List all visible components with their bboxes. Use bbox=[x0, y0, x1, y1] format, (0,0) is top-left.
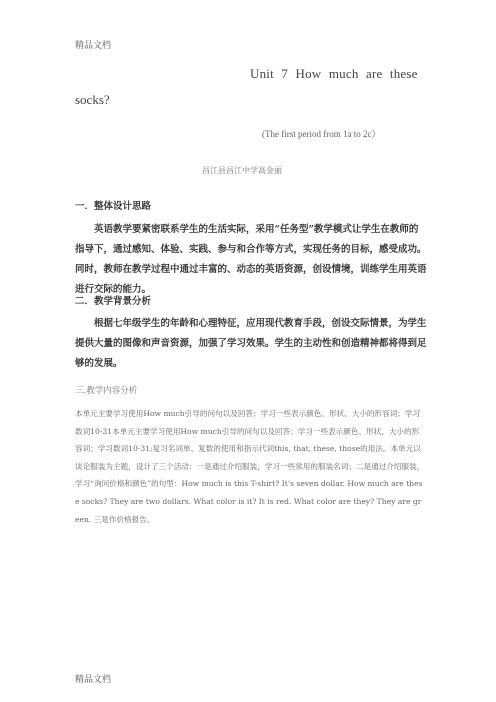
section-heading-design: 一．整体设计思路 bbox=[75, 201, 152, 212]
section-heading-background: 二．教学背景分析 bbox=[75, 296, 152, 307]
period-subtitle: (The first period from 1a to 2c） bbox=[262, 129, 381, 139]
section-body-background: 根据七年级学生的年龄和心理特征，应用现代教育手段，创设交际情景，为学生提供大量的图像和声音资源，加强了学习效果。学生的主动性和创造精神都将得到足够的发展。 bbox=[75, 318, 427, 369]
document-title-line-1: Unit 7 How much are these bbox=[250, 66, 418, 81]
document-title-line-2: socks? bbox=[75, 92, 110, 107]
section-body-content: 本单元主要学习使用How much引导的问句以及回答；学习一些表示颜色、形状、大小的形容词；学习数词10-31本单元主要学习使用How much引导的问句以及回答；学习一些表示颜色、形状、大小的形容词；学习数词10-31;复习名词单、复数的使用和指示代词this, that, these, those的用法。本单元以谈论服装为主题，设计了三个活动：一是通过介绍服装，学习一些常用的服装名词；二是通过介绍服装，学习“询问价格和颜色”的句型：How much is this T-shirt? It’s seven dollar. How much are these socks? They are two dollars. What color is it? It is red. What color are they? They are green. 三是作价格报告。 bbox=[75, 409, 425, 524]
page-footer-label: 精品文档 bbox=[75, 675, 112, 685]
author-line: 昌江县昌江中学高金丽 bbox=[202, 166, 282, 175]
page-header-label: 精品文档 bbox=[75, 41, 112, 51]
section-body-design: 英语教学要紧密联系学生的生活实际，采用“任务型”教学模式让学生在教师的指导下，通过感知、体验、实践、参与和合作等方式，实现任务的目标，感受成功。同时，教师在教学过程中通过丰富的、动态的英语资源，创设情境，训练学生用英语进行交际的能力。 bbox=[75, 224, 427, 295]
section-heading-content: 三.教学内容分析 bbox=[75, 386, 138, 396]
